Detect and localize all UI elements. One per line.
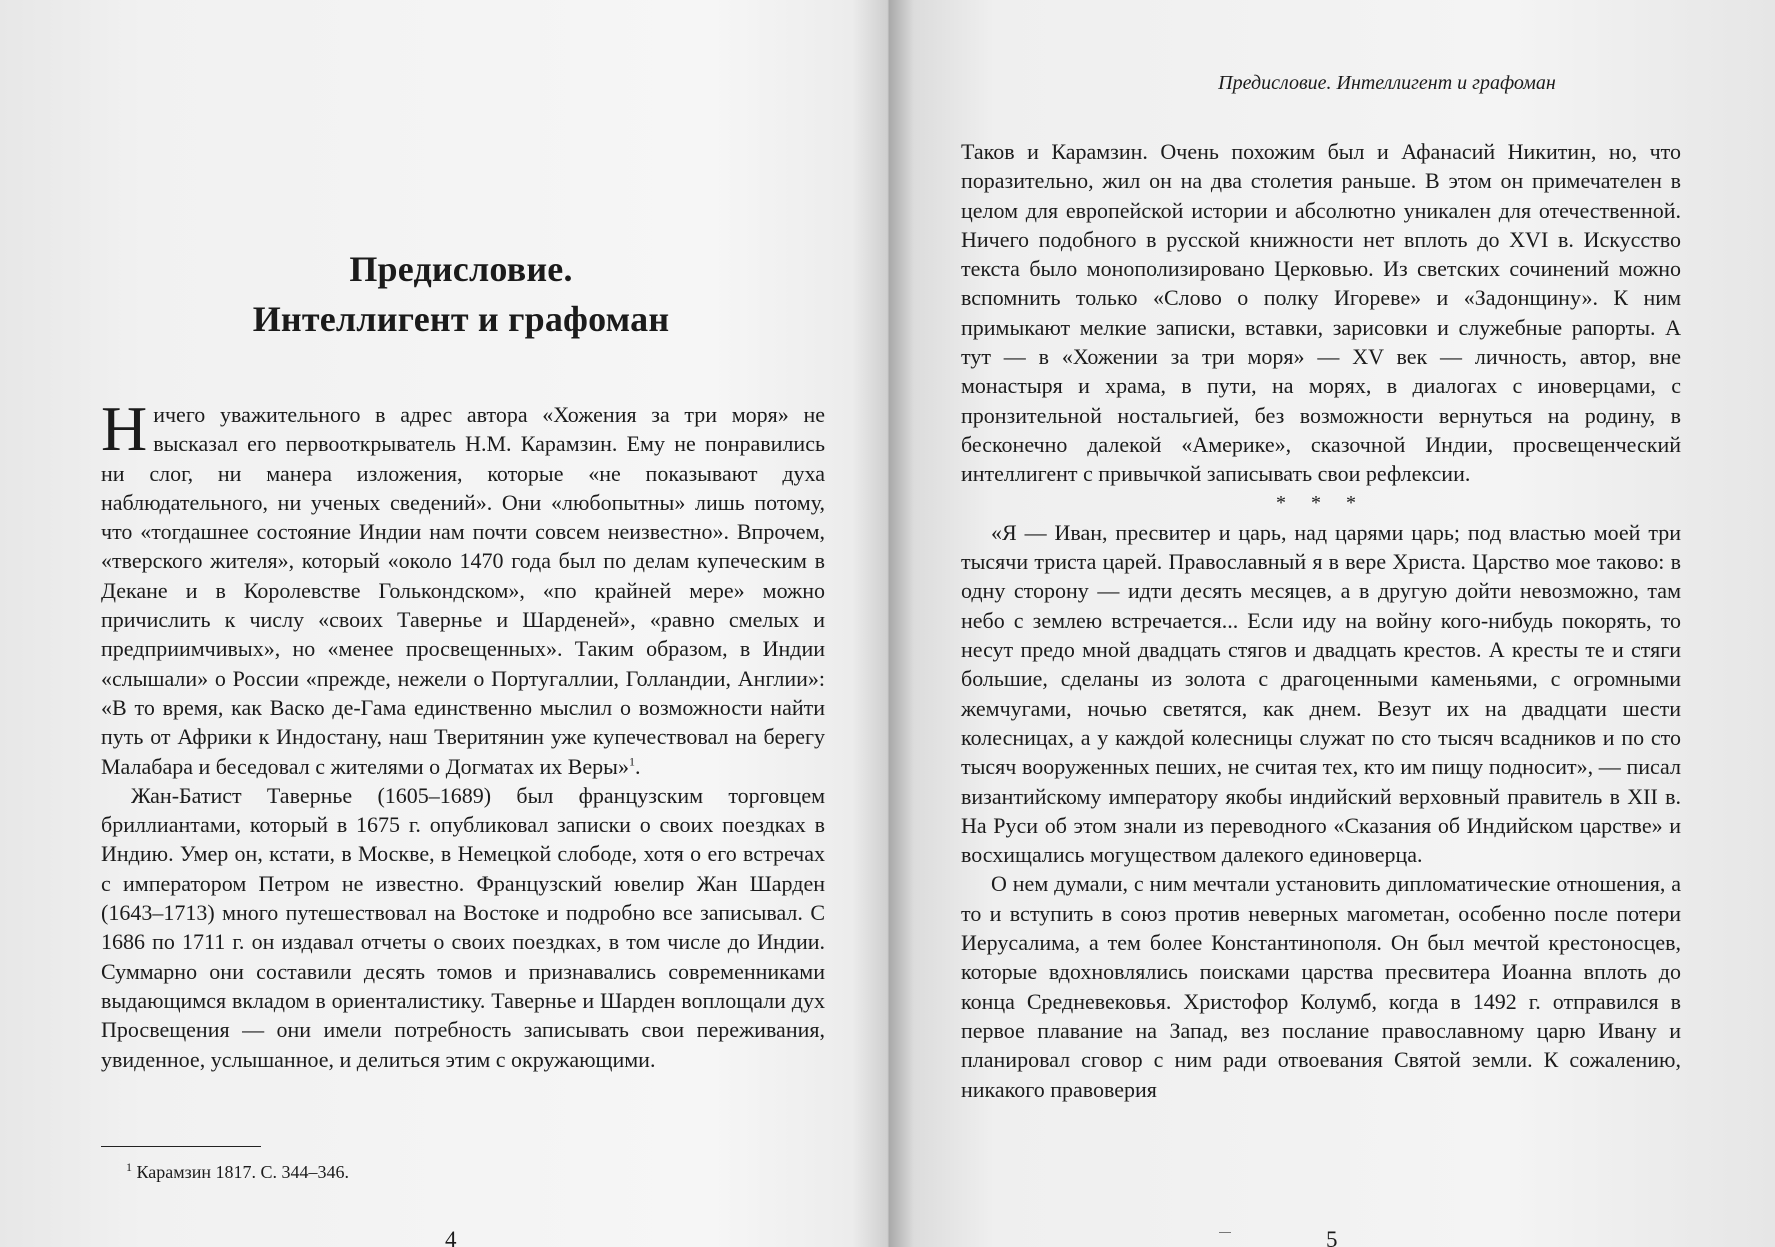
page-number: 5 <box>1326 1227 1338 1247</box>
paragraph: О нем думали, с ним мечтали установить дипломатические отношения, а то и вступить в союз против неверных магометан, особенно после потери Иерусалима, а тем более Константинополя. Он был мечтой крестоносцев, которые вдохновлялись поисками царства пресвитера Иоанна вплоть до конца Средневековья. Христофор Колумб, когда в 1492 г. отправился в первое плавание на Запад, вез послание православному царю Ивану и планировал сговор с ним ради отвоевания Святой земли. К сожалению, никакого правоверия <box>961 871 1681 1102</box>
right-page-body <box>961 137 1681 1104</box>
chapter-title <box>100 244 822 344</box>
section-ornament: * * * <box>1276 491 1366 514</box>
left-page-body <box>101 393 825 1074</box>
running-head: Предисловие. Интеллигент и графоман <box>1218 72 1556 94</box>
paragraph: Ничего уважительного в адрес автора «Хожения за три моря» не высказал его первооткрыватель Н.М. Карамзин. Ему не понравились ни слог, ни манера изложения, которые «не показывают духа наблюдательного, ни ученых сведений». Они «любопытны» лишь потому, что «тогдашнее состояние Индии нам почти совсем неизвестно». Впрочем, «тверского жителя», который «около 1470 года был по делам купеческим в Декане и в Королевстве Голькондском», «по крайней мере» можно причислить к числу «своих Таверньe и Шарденей», «равно смелых и предприимчивых», но «менее просвещенных». Таким образом, в Индии «слышали» о России «прежде, нежели о Португаллии, Голландии, Англии»: «В то время, как Васко де-Гама единственно мыслил о возможности найти путь от Африки к Индостану, наш Тверитянин уже купечествовал на берегу Малабара и беседовал с жителями о Догматах их Веры»$^1$. <box>101 393 825 779</box>
chapter-title-line2: Интеллигент и графоман <box>252 299 670 339</box>
paragraph: Таков и Карамзин. Очень похожим был и Афанасий Никитин, но, что поразительно, жил он на два столетия раньше. В этом он примечателен в целом для европейской истории и абсолютно уникален для отечественной. Ничего подобного в русской книжности нет вплоть до XVI в. Искусство текста было монополизировано Церковью. Из светских сочинений можно вспомнить только «Слово о полку Игореве» и «Задонщину». К ним примыкают мелкие записки, вставки, зарисовки и служебные рапорты. А тут — в «Хожении за три моря» — XV век — личность, автор, вне монастыря и храма, в пути, на морях, в диалогах с иноверцами, с пронзительной ностальгией, без возможности вернуться на родину, в бесконечно далекой «Америке», сказочной Индии, просвещенческий интеллигент с привычкой записывать свои рефлексии. <box>961 139 1681 487</box>
left-page <box>0 0 886 1247</box>
chapter-title-line1: Предисловие. <box>349 249 573 289</box>
page-mark <box>1219 1232 1231 1233</box>
footnote-divider <box>101 1146 261 1147</box>
footnote <box>126 1160 349 1184</box>
paragraph: «Я — Иван, пресвитер и царь, над царями царь; под властью моей три тысячи триста царей. Православный я в вере Христа. Царство мое таково: в одну сторону — идти десять месяцев, а в другую дойти невозможно, там небо с землею встречается... Если иду на войну кого-нибудь покорять, то несут предо мной двадцать стягов и двадцать крестов. А кресты те и стяги большие, сделаны из золота с драгоценными каменьями, с огромными жемчугами, ночью светятся, как днем. Везут их на двадцати шести колесницах, а у каждой колесницы служат по сто тысяч всадников и по сто тысяч вооруженных пеших, не считая тех, кто им пищу подносит», — писал византийскому императору якобы индийский верховный правитель в XII в. На Руси об этом знали из переводного «Сказания об Индийском царстве» и восхищались могуществом далекого единоверца. <box>961 519 1681 868</box>
paragraph: Жан-Батист Таверньe (1605–1689) был французским торговцем бриллиантами, который в 1675 г. опубликовал записки о своих поездках в Индию. Умер он, кстати, в Москве, в Немецкой слободе, хотя о его встречах с императором Петром не известно. Французский ювелир Жан Шарден (1643–1713) много путешествовал на Востоке и подробно все записывал. С 1686 по 1711 г. он издавал отчеты о своих поездках, в том числе до Индии. Суммарно они составили десять томов и признавались современниками выдающимся вкладом в ориенталистику. Таверньe и Шарден воплощали дух Просвещения — они имели потребность записывать свои переживания, увиденное, услышанное, и делиться этим с окружающими. <box>101 782 825 1072</box>
footnote-text: Карамзин 1817. С. 344–346. <box>136 1162 350 1182</box>
right-page <box>889 0 1775 1247</box>
footnote-number: 1 <box>126 1160 132 1174</box>
footnote-reference: 1 <box>628 754 635 769</box>
page-number: 4 <box>445 1227 457 1247</box>
paragraph-text: ичего уважительного в адрес автора «Хожения за три моря» не высказал его первооткрыватель Н.М. Карамзин. Ему не понравились ни слог, ни манера изложения, которые «не показывают духа наблюдательного, ни ученых сведений». Они «любопытны» лишь потому, что «тогдашнее состояние Индии нам почти совсем неизвестно». Впрочем, «тверского жителя», который «около 1470 года был по делам купеческим в Декане и в Королевстве Голькондском», «по крайней мере» можно причислить к числу «своих Таверньe и Шарденей», «равно смелых и предприимчивых», но «менее просвещенных». Таким образом, в Индии «слышали» о России «прежде, нежели о Португаллии, Голландии, Англии»: «В то время, как Васко де-Гама единственно мыслил о возможности найти путь от Африки к Индостану, наш Тверитянин уже купечествовал на берегу Малабара и беседовал с жителями о Догматах их Веры» <box>101 402 825 779</box>
drop-cap: Н <box>101 393 148 464</box>
